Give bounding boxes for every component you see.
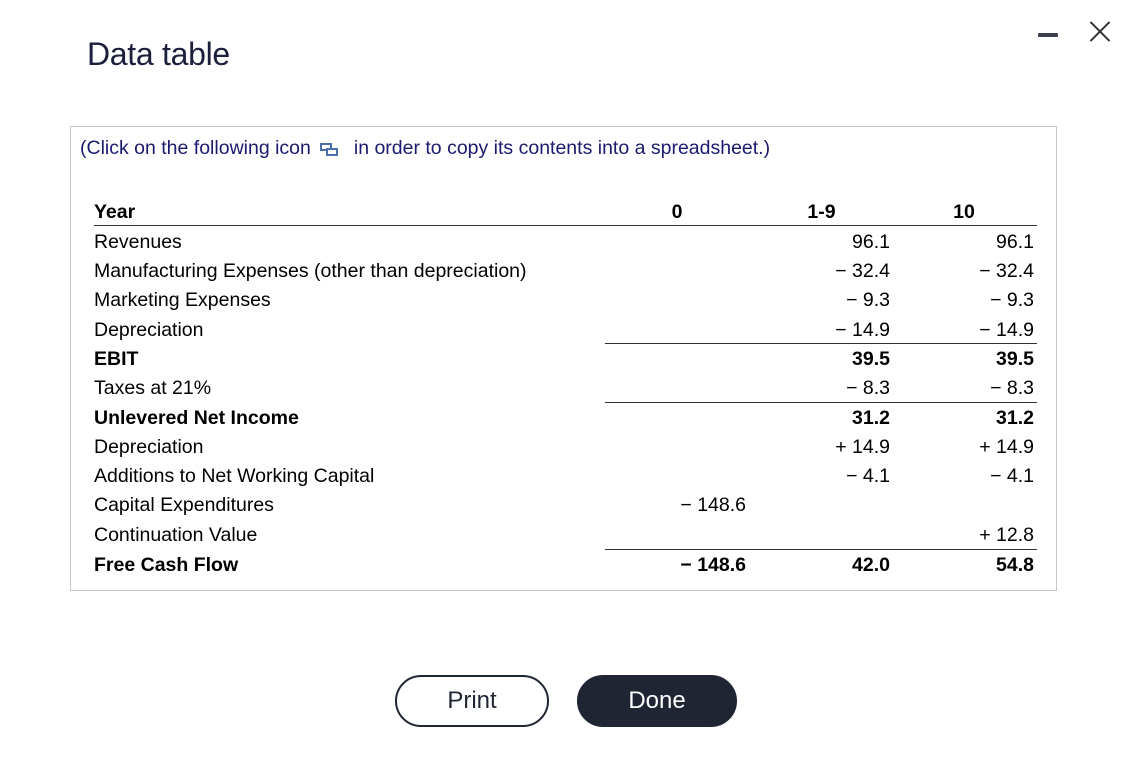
row-value-c1: − 4.1 [846, 465, 890, 487]
minimize-button[interactable] [1036, 22, 1062, 44]
row-label: Manufacturing Expenses (other than depreciation) [94, 260, 527, 282]
ebit-rule [605, 343, 1037, 344]
row-value-c1: 39.5 [852, 348, 890, 370]
done-button[interactable]: Done [577, 675, 737, 727]
row-label: Marketing Expenses [94, 289, 271, 311]
hint-text-before: (Click on the following icon [80, 137, 311, 159]
row-label: Depreciation [94, 436, 204, 458]
row-value-c1: 42.0 [852, 554, 890, 576]
table-row [71, 550, 1056, 579]
table-row [71, 520, 1056, 549]
row-value-c1: − 9.3 [846, 289, 890, 311]
table-row [71, 285, 1056, 314]
row-label: Continuation Value [94, 524, 258, 546]
header-col-0: 0 [671, 201, 683, 223]
row-label: Additions to Net Working Capital [94, 465, 375, 487]
dialog-title: Data table [87, 36, 230, 72]
row-value-c2: + 14.9 [979, 436, 1034, 458]
row-label: Free Cash Flow [94, 554, 239, 576]
print-button[interactable]: Print [395, 675, 549, 727]
row-label: Capital Expenditures [94, 494, 274, 516]
row-value-c2: − 32.4 [979, 260, 1034, 282]
table-row [71, 403, 1056, 432]
row-value-c1: 96.1 [852, 231, 890, 253]
row-value-c2: 96.1 [996, 231, 1034, 253]
row-label: Unlevered Net Income [94, 407, 299, 429]
row-value-c0: − 148.6 [680, 494, 746, 516]
row-value-c1: − 8.3 [846, 377, 890, 399]
data-table-panel [70, 126, 1057, 591]
row-value-c2: 39.5 [996, 348, 1034, 370]
row-value-c2: − 9.3 [990, 289, 1034, 311]
close-button[interactable] [1086, 17, 1114, 45]
row-label: Revenues [94, 231, 182, 253]
table-row [71, 344, 1056, 373]
header-col-1-9: 1-9 [807, 201, 836, 223]
table-row [71, 490, 1056, 519]
row-value-c2: − 14.9 [979, 319, 1034, 341]
row-value-c1: 31.2 [852, 407, 890, 429]
cash-flow-table [71, 127, 1056, 590]
row-value-c1: + 14.9 [835, 436, 890, 458]
row-value-c0: − 148.6 [680, 554, 746, 576]
row-value-c2: − 8.3 [990, 377, 1034, 399]
fcf-rule [605, 549, 1037, 550]
minimize-icon [1038, 33, 1058, 37]
table-row [71, 227, 1056, 256]
header-rule [94, 225, 1037, 226]
row-label: Taxes at 21% [94, 377, 212, 399]
row-value-c2: 54.8 [996, 554, 1034, 576]
row-value-c2: + 12.8 [979, 524, 1034, 546]
header-year-label: Year [94, 201, 136, 223]
row-value-c1: − 14.9 [835, 319, 890, 341]
row-value-c2: − 4.1 [990, 465, 1034, 487]
hint-text-after: in order to copy its contents into a spreadsheet.) [353, 137, 771, 159]
row-label: EBIT [94, 348, 139, 370]
row-value-c1: − 32.4 [835, 260, 890, 282]
header-col-10: 10 [953, 201, 975, 223]
net-income-rule [605, 402, 1037, 403]
table-row [71, 256, 1056, 285]
row-label: Depreciation [94, 319, 204, 341]
table-row [71, 432, 1056, 461]
table-row [71, 315, 1056, 344]
row-value-c2: 31.2 [996, 407, 1034, 429]
table-row [71, 373, 1056, 402]
table-row [71, 461, 1056, 490]
table-header-row [71, 197, 1056, 226]
